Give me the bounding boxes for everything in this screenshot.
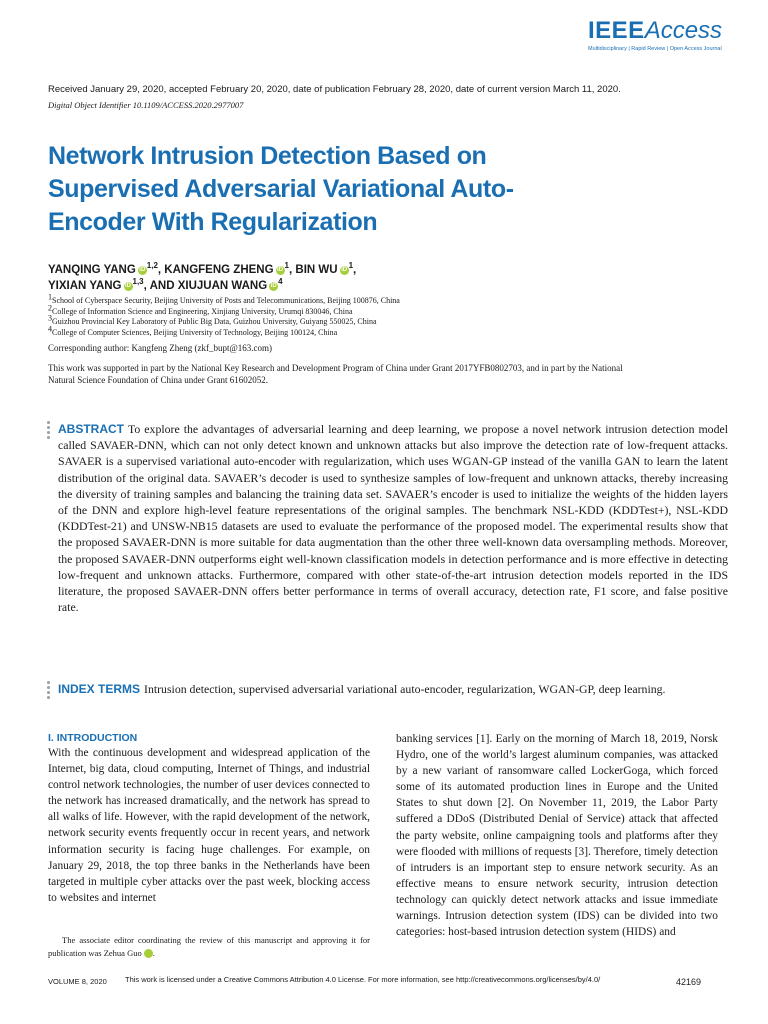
author-sep: , [157, 264, 165, 276]
license-note[interactable]: This work is licensed under a Creative Commons Attribution 4.0 License. For more information, see http://creativecommons.org/licenses/by/4.0/ [125, 975, 601, 984]
affiliation-item [48, 323, 608, 339]
affil-text: Guizhou Provincial Key Laboratory of Public Big Data, Guizhou University, Guiyang 550025, China [52, 317, 377, 326]
affiliation-item [48, 313, 608, 328]
footnote-text: The associate editor coordinating the review of this manuscript and approving it for publication was Zehua Guo [48, 935, 370, 958]
body-column-left [48, 731, 370, 906]
orcid-icon[interactable]: iD [125, 283, 131, 289]
abstract [58, 421, 728, 615]
affiliation-item [48, 292, 608, 307]
affil-text: College of Information Science and Engineering, Xinjiang University, Urumqi 830046, China [52, 306, 353, 316]
volume-label: VOLUME 8, 2020 [48, 977, 107, 986]
author-name[interactable]: YANQING YANG [48, 264, 136, 276]
affil-text: School of Cyberspace Security, Beijing University of Posts and Telecommunications, Beijing 100876, China [52, 296, 400, 305]
author-sep: , AND [143, 280, 178, 292]
corresponding-author: Corresponding author: Kangfeng Zheng (zkf_bupt@163.com) [48, 343, 272, 353]
ieee-access-logo [588, 17, 723, 52]
section-dots-icon [47, 681, 51, 701]
orcid-icon[interactable]: iD [341, 267, 348, 273]
orcid-icon[interactable]: iD [270, 283, 277, 289]
author-affil-sup: 1,2 [146, 261, 158, 271]
index-terms-text: Intrusion detection, supervised adversarial variational auto-encoder, regularization, WGAN-GP, deep learning. [144, 682, 666, 696]
intro-paragraph-continued: banking services [1]. Early on the morning of March 18, 2019, Norsk Hydro, one of the world’s largest aluminum companies, was attacked by a new variant of ransomware called LockerGoga, which forced some of its automated production lines in Europe and the United States to shut down [2]. On November 11, 2019, the Labor Party suffered a DDoS (Distributed Denial of Service) attack that affected the party website, online campaigning tools and platforms after they were flooded with millions of requests [3]. Therefore, timely detection of intruders is an important step to ensure network security. As an effective means to ensure network security, intrusion detection technology can quickly detect network attacks and issue immediate warnings. Intrusion detection system (IDS) can be divided into two categories: host-based intrusion detection system (HIDS) and [396, 733, 718, 939]
affiliation-item [48, 302, 608, 318]
funding-note: This work was supported in part by the National Key Research and Development Program of China under Grant 2017YFB0802703, and in part by the National Natural Science Foundation of China under Grant 61602052. [48, 363, 623, 385]
affil-num: 4 [48, 323, 52, 333]
author-name[interactable]: KANGFENG ZHENG [164, 264, 274, 276]
abstract-label: ABSTRACT [58, 422, 124, 436]
affil-num: 3 [48, 313, 52, 323]
page-number: 42169 [676, 977, 702, 987]
section-dots-icon [47, 421, 51, 441]
author-name[interactable]: BIN WU [295, 264, 338, 276]
affil-num: 1 [48, 292, 52, 302]
author-name[interactable]: YIXIAN YANG [48, 280, 122, 292]
logo-bold: IEEE [588, 17, 645, 44]
index-terms [58, 681, 728, 697]
logo-tagline: Multidisciplinary | Rapid Review | Open Access Journal [588, 46, 722, 52]
index-terms-label: INDEX TERMS [58, 682, 141, 696]
author-affil-sup: 1,3 [132, 277, 144, 287]
body-column-right [396, 731, 718, 940]
intro-paragraph-1: With the continuous development and widespread application of the Internet, big data, cloud computing, Internet of Things, and industrial control network technologies, the number of user devices connected to the network has increased dramatically, and the network has spread to all walks of life. However, with the rapid development of the network, network security events frequently occur in recent years, and network information security is facing huge challenges. For example, on January 29, 2018, the top three banks in the Netherlands have been targeted in multiple cyber attacks over the past week, blocking access to websites and internet [48, 747, 370, 904]
author-affil-sup: 1 [284, 261, 289, 271]
author-sep: , [289, 264, 296, 276]
author-affil-sup: 4 [278, 277, 283, 287]
author-list [48, 262, 608, 294]
editor-footnote: The associate editor coordinating the review of this manuscript and approving it for publication was Zehua Guo iD. [48, 935, 370, 958]
received-dates: Received January 29, 2020, accepted February 20, 2020, date of publication February 28, 2020, date of current version March 11, 2020. [48, 84, 621, 95]
orcid-icon[interactable]: iD [139, 267, 146, 273]
section-heading-introduction: I. INTRODUCTION [48, 732, 138, 744]
orcid-icon[interactable]: iD [144, 949, 153, 958]
logo-italic: Access [644, 17, 723, 44]
affil-num: 2 [48, 302, 52, 312]
author-affil-sup: 1 [348, 261, 354, 271]
doi[interactable]: Digital Object Identifier 10.1109/ACCESS.2020.2977007 [48, 100, 244, 110]
paper-title: Network Intrusion Detection Based on Supervised Adversarial Variational Auto-Encoder With Regularization [48, 142, 514, 236]
affiliations [48, 292, 608, 338]
affil-text: College of Computer Sciences, Beijing University of Technology, Beijing 100124, China [52, 327, 338, 337]
author-name[interactable]: XIUJUAN WANG [177, 280, 268, 292]
orcid-icon[interactable]: iD [277, 267, 284, 273]
author-sep: , [353, 264, 357, 276]
abstract-text: To explore the advantages of adversarial learning and deep learning, we propose a novel network intrusion detection model called SAVAER-DNN, which can not only detect known and unknown attacks but also improve the detection rate of low-frequent attacks. SAVAER is a supervised variational auto-encoder with regularization, which uses WGAN-GP instead of the vanilla GAN to learn the latent distribution of the original data. SAVAER’s decoder is used to synthesize samples of low-frequent and unknown attacks, thereby increasing the diversity of training samples and balancing the training data set. SAVAER’s encoder is used to initialize the weights of the hidden layers of the DNN and explore high-level feature representations of the original samples. The benchmark NSL-KDD (KDDTest+), NSL-KDD (KDDTest-21) and UNSW-NB15 datasets are used to evaluate the performance of the proposed model. The experimental results show that the proposed SAVAER-DNN is more suitable for data augmentation than the other three well-known data oversampling methods. Moreover, the proposed SAVAER-DNN outperforms eight well-known classification models in detection performance and is more effective in detecting low-frequent and unknown attacks. Furthermore, compared with other state-of-the-art intrusion detection models reported in the IDS literature, the proposed SAVAER-DNN offers better performance in terms of overall accuracy, detection rate, F1 score, and false positive rate. [58, 422, 728, 615]
